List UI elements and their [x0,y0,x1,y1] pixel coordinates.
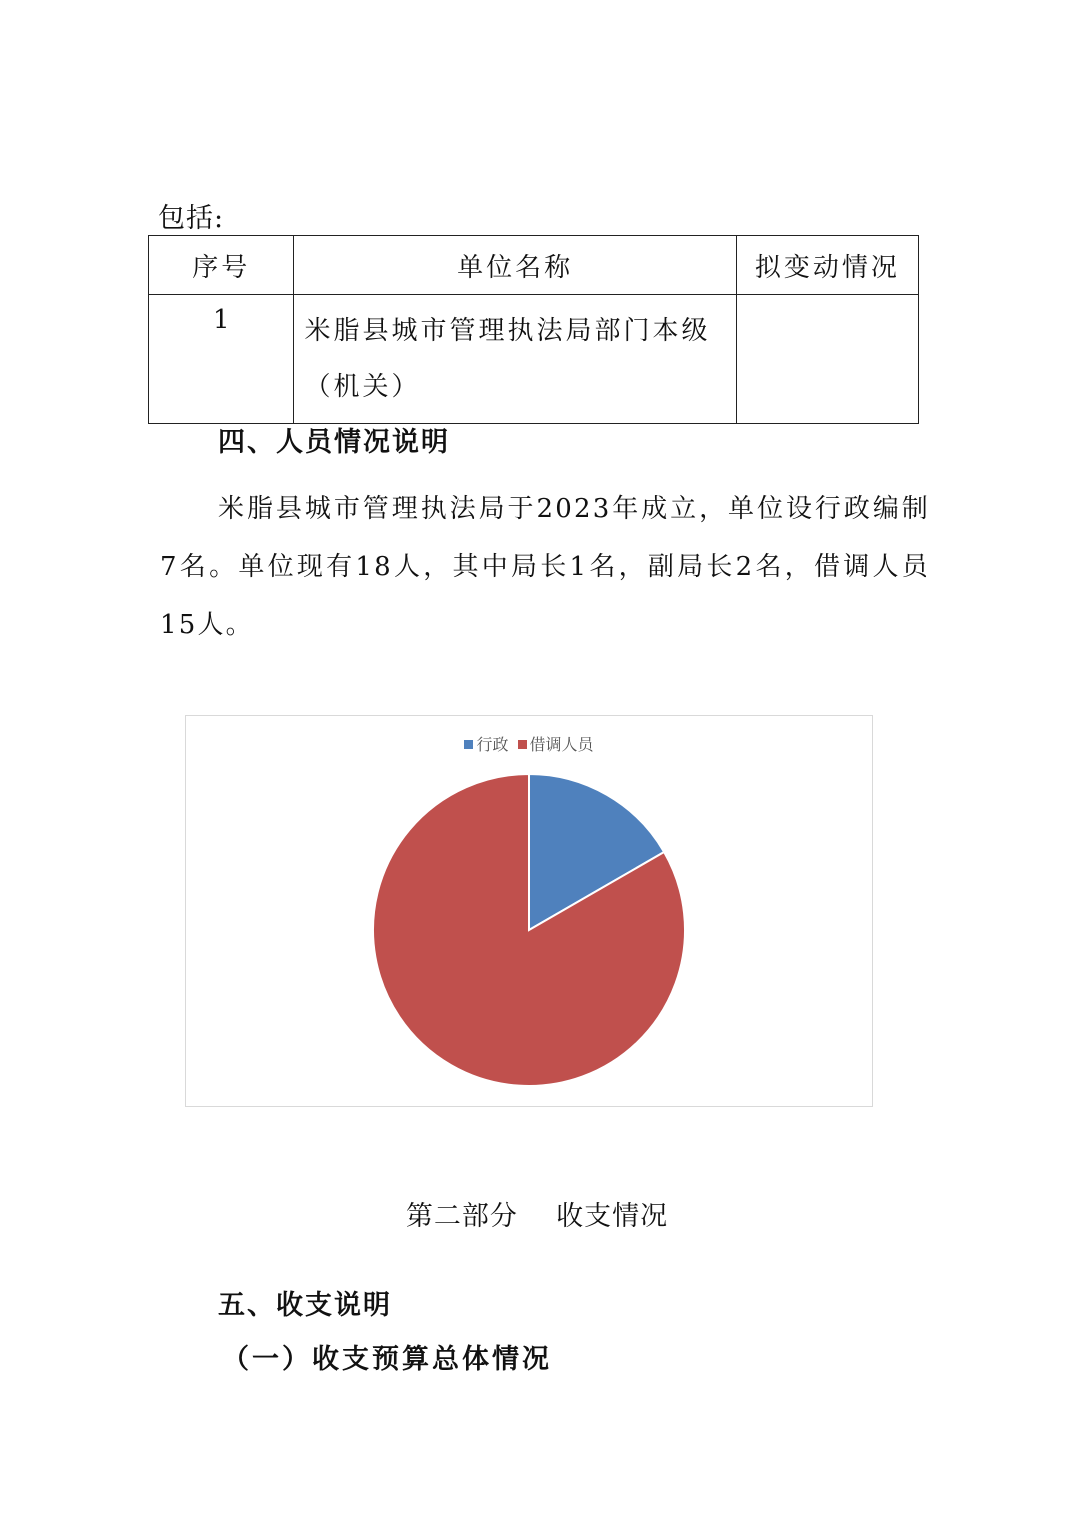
intro-label: 包括: [158,203,225,234]
legend-label-seconded: 借调人员 [529,735,594,754]
pie-svg [186,716,872,1106]
section4-heading: 四、人员情况说明 [218,427,450,458]
pie-chart [185,715,873,1107]
row-unit-name: 米脂县城市管理执法局部门本级（机关） [294,295,736,424]
unit-table [148,235,919,424]
row-change [736,295,918,424]
part2-title: 第二部分 收支情况 [405,1201,669,1232]
legend-label-admin: 行政 [476,735,509,754]
header-unit-name: 单位名称 [294,236,736,295]
header-seq: 序号 [149,236,294,295]
table-header-row [149,236,919,295]
table-row [149,295,919,424]
header-change: 拟变动情况 [736,236,918,295]
section4-paragraph: 米脂县城市管理执法局于2023年成立，单位设行政编制7名。单位现有18人，其中局长1名，副局长2名，借调人员15人。 [160,494,930,640]
row-seq: 1 [149,295,294,424]
subsection1-heading: （一）收支预算总体情况 [222,1344,552,1375]
section5-heading: 五、收支说明 [218,1290,392,1321]
